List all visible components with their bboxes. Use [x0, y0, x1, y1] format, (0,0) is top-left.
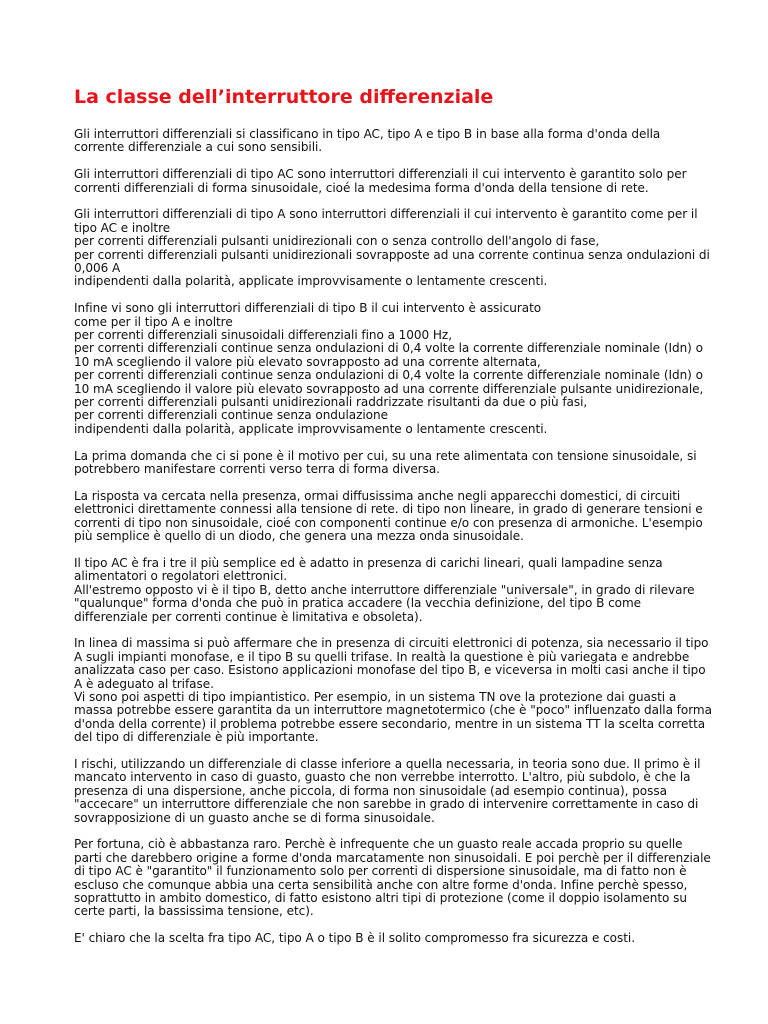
text-line: di tipo AC è "garantito" il funzionamento solo per correnti di dispersione sinusoidale, ma di fatto non è — [74, 864, 687, 879]
paragraph — [74, 636, 712, 745]
text-line: sovrapposizione di un guasto anche se di forma sinusoidale. — [74, 810, 435, 825]
text-line: 10 mA scegliendo il valore più elevato sovrapposto ad una corrente differenziale pulsante unidirezionale, — [74, 381, 704, 396]
text-line: più semplice è quello di un diodo, che genera una mezza onda sinusoidale. — [74, 529, 524, 544]
text-line: Per fortuna, ciò è abbastanza raro. Perchè è infrequente che un guasto reale accada proprio su quelle — [74, 837, 683, 852]
text-line: per correnti differenziali sinusoidali differenziali fino a 1000 Hz, — [74, 328, 452, 343]
text-line: I rischi, utilizzando un differenziale di classe inferiore a quella necessaria, in teoria sono due. Il primo è il — [74, 756, 701, 771]
text-line: La risposta va cercata nella presenza, ormai diffusissima anche negli apparecchi domestici, di circuiti — [74, 488, 681, 503]
text-line: Gli interruttori differenziali di tipo A sono interruttori differenziali il cui intervento è garantito come per il — [74, 207, 698, 222]
text-line: indipendenti dalla polarità, applicate improvvisamente o lentamente crescenti. — [74, 274, 548, 289]
text-line: per correnti differenziali pulsanti unidirezionali con o senza controllo dell'angolo di fase, — [74, 234, 600, 249]
text-line: elettronici direttamente connessi alla tensione di rete. di tipo non lineare, in grado di generare tensioni e — [74, 502, 703, 517]
paragraph — [74, 837, 711, 919]
text-line: "qualunque" forma d'onda che può in pratica accadere (la vecchia definizione, del tipo B come — [74, 596, 642, 611]
paragraph — [74, 128, 700, 155]
text-line: massa potrebbe essere garantita da un interruttore magnetotermico (che è "poco" influenzato dalla forma — [74, 703, 712, 718]
text-line: 10 mA scegliendo il valore più elevato sovrapposto ad una corrente alternata, — [74, 354, 541, 369]
text-line: escluso che comunque abbia una certa sensibilità anche con altre forme d'onda. Infine perchè spesso, — [74, 877, 688, 892]
text-line: come per il tipo A e inoltre — [74, 314, 233, 329]
text-line: parti che darebbero origine a forme d'onda marcatamente non sinusoidali. E poi perchè per il differenziale — [74, 850, 711, 865]
text-line: potrebbero manifestare correnti verso terra di forma diversa. — [74, 462, 440, 477]
text-line: Vi sono poi aspetti di tipo impiantistico. Per esempio, in un sistema TN ove la protezione dai guasti a — [74, 689, 677, 704]
text-line: per correnti differenziali continue senza ondulazione — [74, 408, 388, 423]
paragraph — [74, 758, 700, 825]
text-line: analizzata caso per caso. Esistono applicazioni monofase del tipo B, e viceversa in molti casi anche il tipo — [74, 663, 706, 678]
text-line: differenziale per correnti continue è limitativa e obsoleta). — [74, 609, 423, 624]
text-line: All'estremo opposto vi è il tipo B, detto anche interruttore differenziale "universale", in grado di rilevare — [74, 582, 695, 597]
text-line: mancato intervento in caso di guasto, guasto che non verrebbe interrotto. L'altro, più subdolo, è che la — [74, 770, 691, 785]
paragraph — [74, 488, 703, 544]
text-line: Infine vi sono gli interruttori differenziali di tipo B il cui intervento è assicurato — [74, 301, 542, 316]
text-line: "accecare" un interruttore differenziale che non sarebbe in grado di intervenire correttamente in caso di — [74, 797, 699, 812]
text-line: per correnti differenziali continue senza ondulazioni di 0,4 volte la corrente differenziale nominale (Idn) o — [74, 341, 703, 356]
text-line: Il tipo AC è fra i tre il più semplice ed è adatto in presenza di carichi lineari, quali lampadine senza — [74, 555, 663, 570]
text-line: corrente differenziale a cui sono sensibili. — [74, 140, 323, 155]
text-line: Gli interruttori differenziali si classificano in tipo AC, tipo A e tipo B in base alla forma d'onda della — [74, 127, 661, 141]
text-line: correnti differenziali di forma sinusoidale, cioé la medesima forma d'onda della tensione di rete. — [74, 180, 649, 195]
text-line: A è adeguato al trifase. — [74, 676, 214, 691]
text-line: La prima domanda che ci si pone è il motivo per cui, su una rete alimentata con tensione sinusoidale, si — [74, 448, 697, 463]
paragraph — [74, 168, 700, 195]
text-line: per correnti differenziali continue senza ondulazioni di 0,4 volte la corrente differenziale nominale (Idn) o — [74, 368, 703, 383]
paragraph — [74, 557, 700, 624]
text-line: correnti di tipo non sinusoidale, cioé con componenti continue e/o con presenza di armoniche. L'esempio — [74, 515, 703, 530]
text-line: In linea di massima si può affermare che in presenza di circuiti elettronici di potenza, sia necessario il tipo — [74, 636, 709, 651]
paragraph — [74, 207, 710, 289]
text-line: A sugli impianti monofase, e il tipo B su quelli trifase. In realtà la questione è più variegata e andrebbe — [74, 649, 690, 664]
paragraph — [74, 301, 704, 436]
document-page — [74, 84, 712, 959]
text-line: d'onda della corrente) il problema potrebbe essere secondario, mentre in un sistema TT la scelta corretta — [74, 716, 706, 731]
text-line: tipo AC e inoltre — [74, 220, 171, 235]
text-line: certe parti, la bassissima tensione, etc). — [74, 904, 314, 919]
text-line: del tipo di differenziale è più importante. — [74, 730, 319, 745]
document-title: La classe dell’interruttore differenziale — [74, 86, 494, 108]
text-line: per correnti differenziali pulsanti unidirezionali raddrizzate risultanti da due o più fasi, — [74, 395, 588, 410]
paragraph — [74, 932, 700, 945]
text-line: per correnti differenziali pulsanti unidirezionali sovrapposte ad una corrente continua senza ondulazioni di — [74, 247, 710, 262]
text-line: Gli interruttori differenziali di tipo AC sono interruttori differenziali il cui intervento è garantito solo per — [74, 167, 687, 182]
paragraph — [74, 450, 700, 477]
text-line: E' chiaro che la scelta fra tipo AC, tipo A o tipo B è il solito compromesso fra sicurezza e costi. — [74, 931, 635, 946]
text-line: presenza di una dispersione, anche piccola, di forma non sinusoidale (ad esempio continua), possa — [74, 783, 667, 798]
text-line: indipendenti dalla polarità, applicate improvvisamente o lentamente crescenti. — [74, 421, 548, 436]
text-line: soprattutto in ambito domestico, di fatto esistono altri tipi di protezione (come il doppio isolamento su — [74, 891, 687, 906]
text-line: alimentatori o regolatori elettronici. — [74, 569, 288, 584]
text-line: 0,006 A — [74, 261, 121, 276]
document-body — [74, 127, 712, 946]
